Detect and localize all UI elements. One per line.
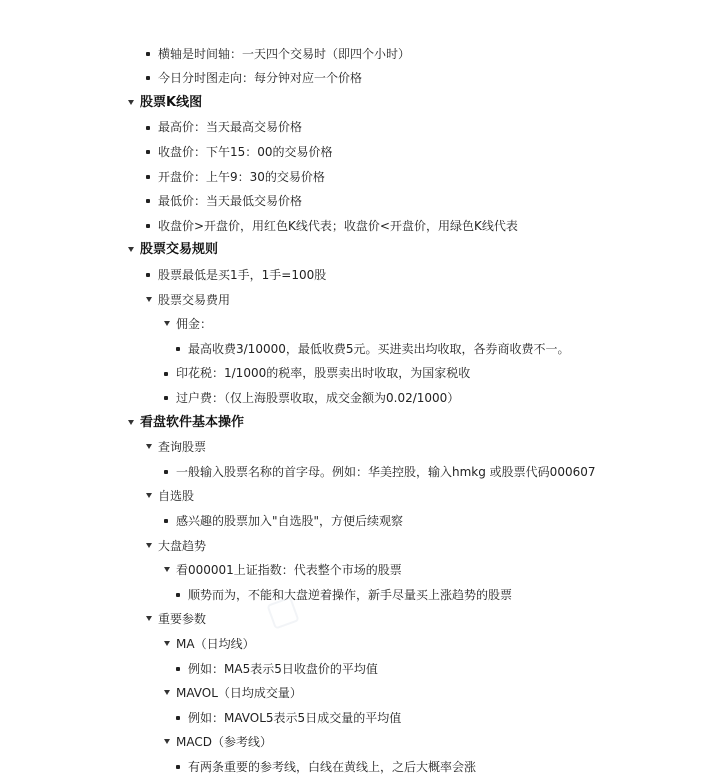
bullet-dot-icon xyxy=(176,765,180,769)
bullet-dot-icon xyxy=(164,470,168,474)
outline-text: 重要参数 xyxy=(158,612,207,627)
outline-text: 看000001上证指数：代表整个市场的股票 xyxy=(176,563,402,578)
bullet-dot-icon xyxy=(176,347,180,351)
outline-text: 横轴是时间轴：一天四个交易时（即四个小时） xyxy=(158,46,411,61)
outline-text: 收盘价>开盘价，用红色K线代表；收盘价<开盘价，用绿色K线代表 xyxy=(158,218,518,233)
outline-text: 股票K线图 xyxy=(140,94,203,110)
outline-text: 自选股 xyxy=(158,489,195,504)
bullet-dot-icon xyxy=(146,52,150,56)
outline-text: 佣金： xyxy=(176,317,213,332)
outline-text: 最高价：当天最高交易价格 xyxy=(158,120,303,135)
outline-text: 顺势而为，不能和大盘逆着操作，新手尽量买上涨趋势的股票 xyxy=(188,587,513,602)
outline-text: MA（日均线） xyxy=(176,636,255,651)
bullet-dot-icon xyxy=(164,396,168,400)
expand-triangle-icon[interactable] xyxy=(164,739,170,744)
bullet-dot-icon xyxy=(176,593,180,597)
bullet-dot-icon xyxy=(146,175,150,179)
outline-text: 印花税：1/1000的税率，股票卖出时收取，为国家税收 xyxy=(176,366,471,381)
bullet-dot-icon xyxy=(146,199,150,203)
outline-text: 股票交易规则 xyxy=(140,242,219,258)
expand-triangle-icon[interactable] xyxy=(146,493,152,498)
bullet-dot-icon xyxy=(164,519,168,523)
bullet-dot-icon xyxy=(146,224,150,228)
outline-text: 收盘价：下午15：00的交易价格 xyxy=(158,144,333,159)
bullet-dot-icon xyxy=(164,372,168,376)
expand-triangle-icon[interactable] xyxy=(164,690,170,695)
outline-text: 开盘价：上午9：30的交易价格 xyxy=(158,169,325,184)
outline-text: 今日分时图走向：每分钟对应一个价格 xyxy=(158,71,363,86)
bullet-dot-icon xyxy=(146,273,150,277)
outline-text: MAVOL（日均成交量） xyxy=(176,686,302,701)
expand-triangle-icon[interactable] xyxy=(146,543,152,548)
expand-triangle-icon[interactable] xyxy=(146,616,152,621)
expand-triangle-icon[interactable] xyxy=(146,297,152,302)
outline-text: 例如：MA5表示5日收盘价的平均值 xyxy=(188,661,378,676)
expand-triangle-icon[interactable] xyxy=(128,420,134,425)
expand-triangle-icon[interactable] xyxy=(164,641,170,646)
outline-text: 过户费：（仅上海股票收取，成交金额为0.02/1000） xyxy=(176,390,460,405)
bullet-dot-icon xyxy=(176,667,180,671)
expand-triangle-icon[interactable] xyxy=(128,100,134,105)
expand-triangle-icon[interactable] xyxy=(164,321,170,326)
outline-text: 感兴趣的股票加入"自选股"，方便后续观察 xyxy=(176,513,404,528)
expand-triangle-icon[interactable] xyxy=(146,444,152,449)
outline-text: 看盘软件基本操作 xyxy=(140,414,245,430)
expand-triangle-icon[interactable] xyxy=(128,247,134,252)
outline-text: 一般输入股票名称的首字母。例如：华美控股，输入hmkg 或股票代码000607 xyxy=(176,464,596,479)
bullet-dot-icon xyxy=(146,150,150,154)
outline-text: 有两条重要的参考线，白线在黄线上，之后大概率会涨 xyxy=(188,759,477,774)
outline-text: 最低价：当天最低交易价格 xyxy=(158,194,303,209)
outline-text: 最高收费3/10000，最低收费5元。买进卖出均收取，各券商收费不一。 xyxy=(188,341,570,356)
outline-text: 大盘趋势 xyxy=(158,538,207,553)
expand-triangle-icon[interactable] xyxy=(164,567,170,572)
bullet-dot-icon xyxy=(176,716,180,720)
outline-text: 股票交易费用 xyxy=(158,292,231,307)
outline-text: 股票最低是买1手，1手=100股 xyxy=(158,267,327,282)
bullet-dot-icon xyxy=(146,126,150,130)
outline-text: 例如：MAVOL5表示5日成交量的平均值 xyxy=(188,710,402,725)
outline-text: MACD（参考线） xyxy=(176,735,272,750)
outline-text: 查询股票 xyxy=(158,440,207,455)
bullet-dot-icon xyxy=(146,76,150,80)
